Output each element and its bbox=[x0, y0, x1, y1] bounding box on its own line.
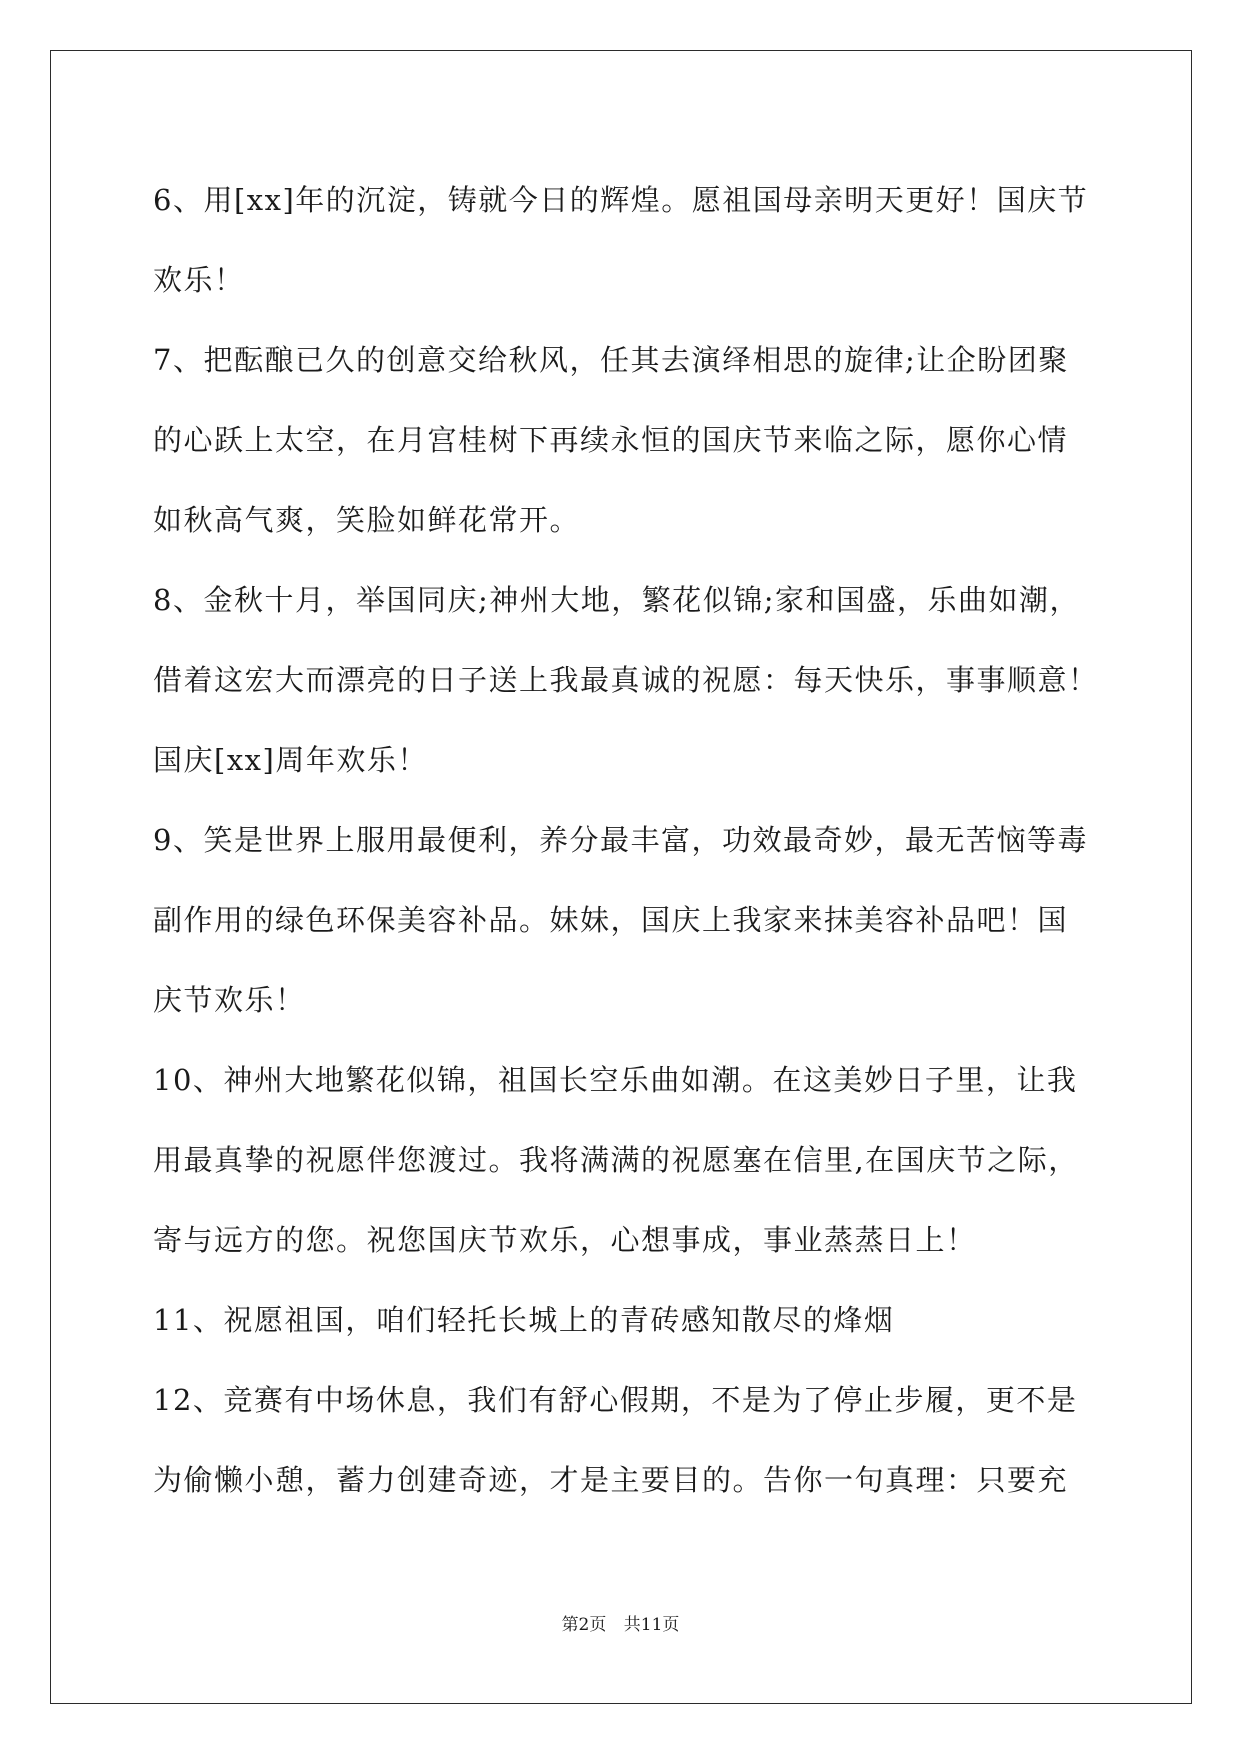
text-line: 12、竞赛有中场休息，我们有舒心假期，不是为了停止步履，更不是 bbox=[153, 1383, 1078, 1417]
page-total: 共11页 bbox=[623, 1615, 680, 1635]
text-line: 11、祝愿祖国，咱们轻托长城上的青砖感知散尽的烽烟 bbox=[153, 1303, 895, 1337]
text-line: 庆节欢乐！ bbox=[153, 983, 306, 1017]
text-line: 10、神州大地繁花似锦，祖国长空乐曲如潮。在这美妙日子里，让我 bbox=[153, 1063, 1078, 1097]
text-line: 副作用的绿色环保美容补品。妹妹，国庆上我家来抹美容补品吧！国 bbox=[153, 903, 1069, 937]
text-line: 6、用[xx]年的沉淀，铸就今日的辉煌。愿祖国母亲明天更好！国庆节 bbox=[153, 183, 1089, 217]
text-line: 7、把酝酿已久的创意交给秋风，任其去演绎相思的旋律;让企盼团聚 bbox=[153, 343, 1069, 377]
text-line: 如秋高气爽，笑脸如鲜花常开。 bbox=[153, 503, 581, 537]
text-line: 8、金秋十月，举国同庆;神州大地，繁花似锦;家和国盛，乐曲如潮， bbox=[153, 583, 1080, 617]
document-body bbox=[153, 160, 1098, 1520]
text-line: 9、笑是世界上服用最便利，养分最丰富，功效最奇妙，最无苦恼等毒 bbox=[153, 823, 1088, 857]
page-footer bbox=[0, 1610, 1241, 1635]
text-line: 为偷懒小憩，蓄力创建奇迹，才是主要目的。告你一句真理：只要充 bbox=[153, 1463, 1069, 1497]
text-line: 欢乐！ bbox=[153, 263, 245, 297]
page-number: 第2页 bbox=[561, 1615, 607, 1635]
text-line: 的心跃上太空，在月宫桂树下再续永恒的国庆节来临之际，愿你心情 bbox=[153, 423, 1069, 457]
text-line: 用最真挚的祝愿伴您渡过。我将满满的祝愿塞在信里,在国庆节之际， bbox=[153, 1143, 1079, 1177]
text-line: 寄与远方的您。祝您国庆节欢乐，心想事成，事业蒸蒸日上！ bbox=[153, 1223, 977, 1257]
text-line: 国庆[xx]周年欢乐！ bbox=[153, 743, 428, 777]
text-line: 借着这宏大而漂亮的日子送上我最真诚的祝愿：每天快乐，事事顺意！ bbox=[153, 663, 1099, 697]
